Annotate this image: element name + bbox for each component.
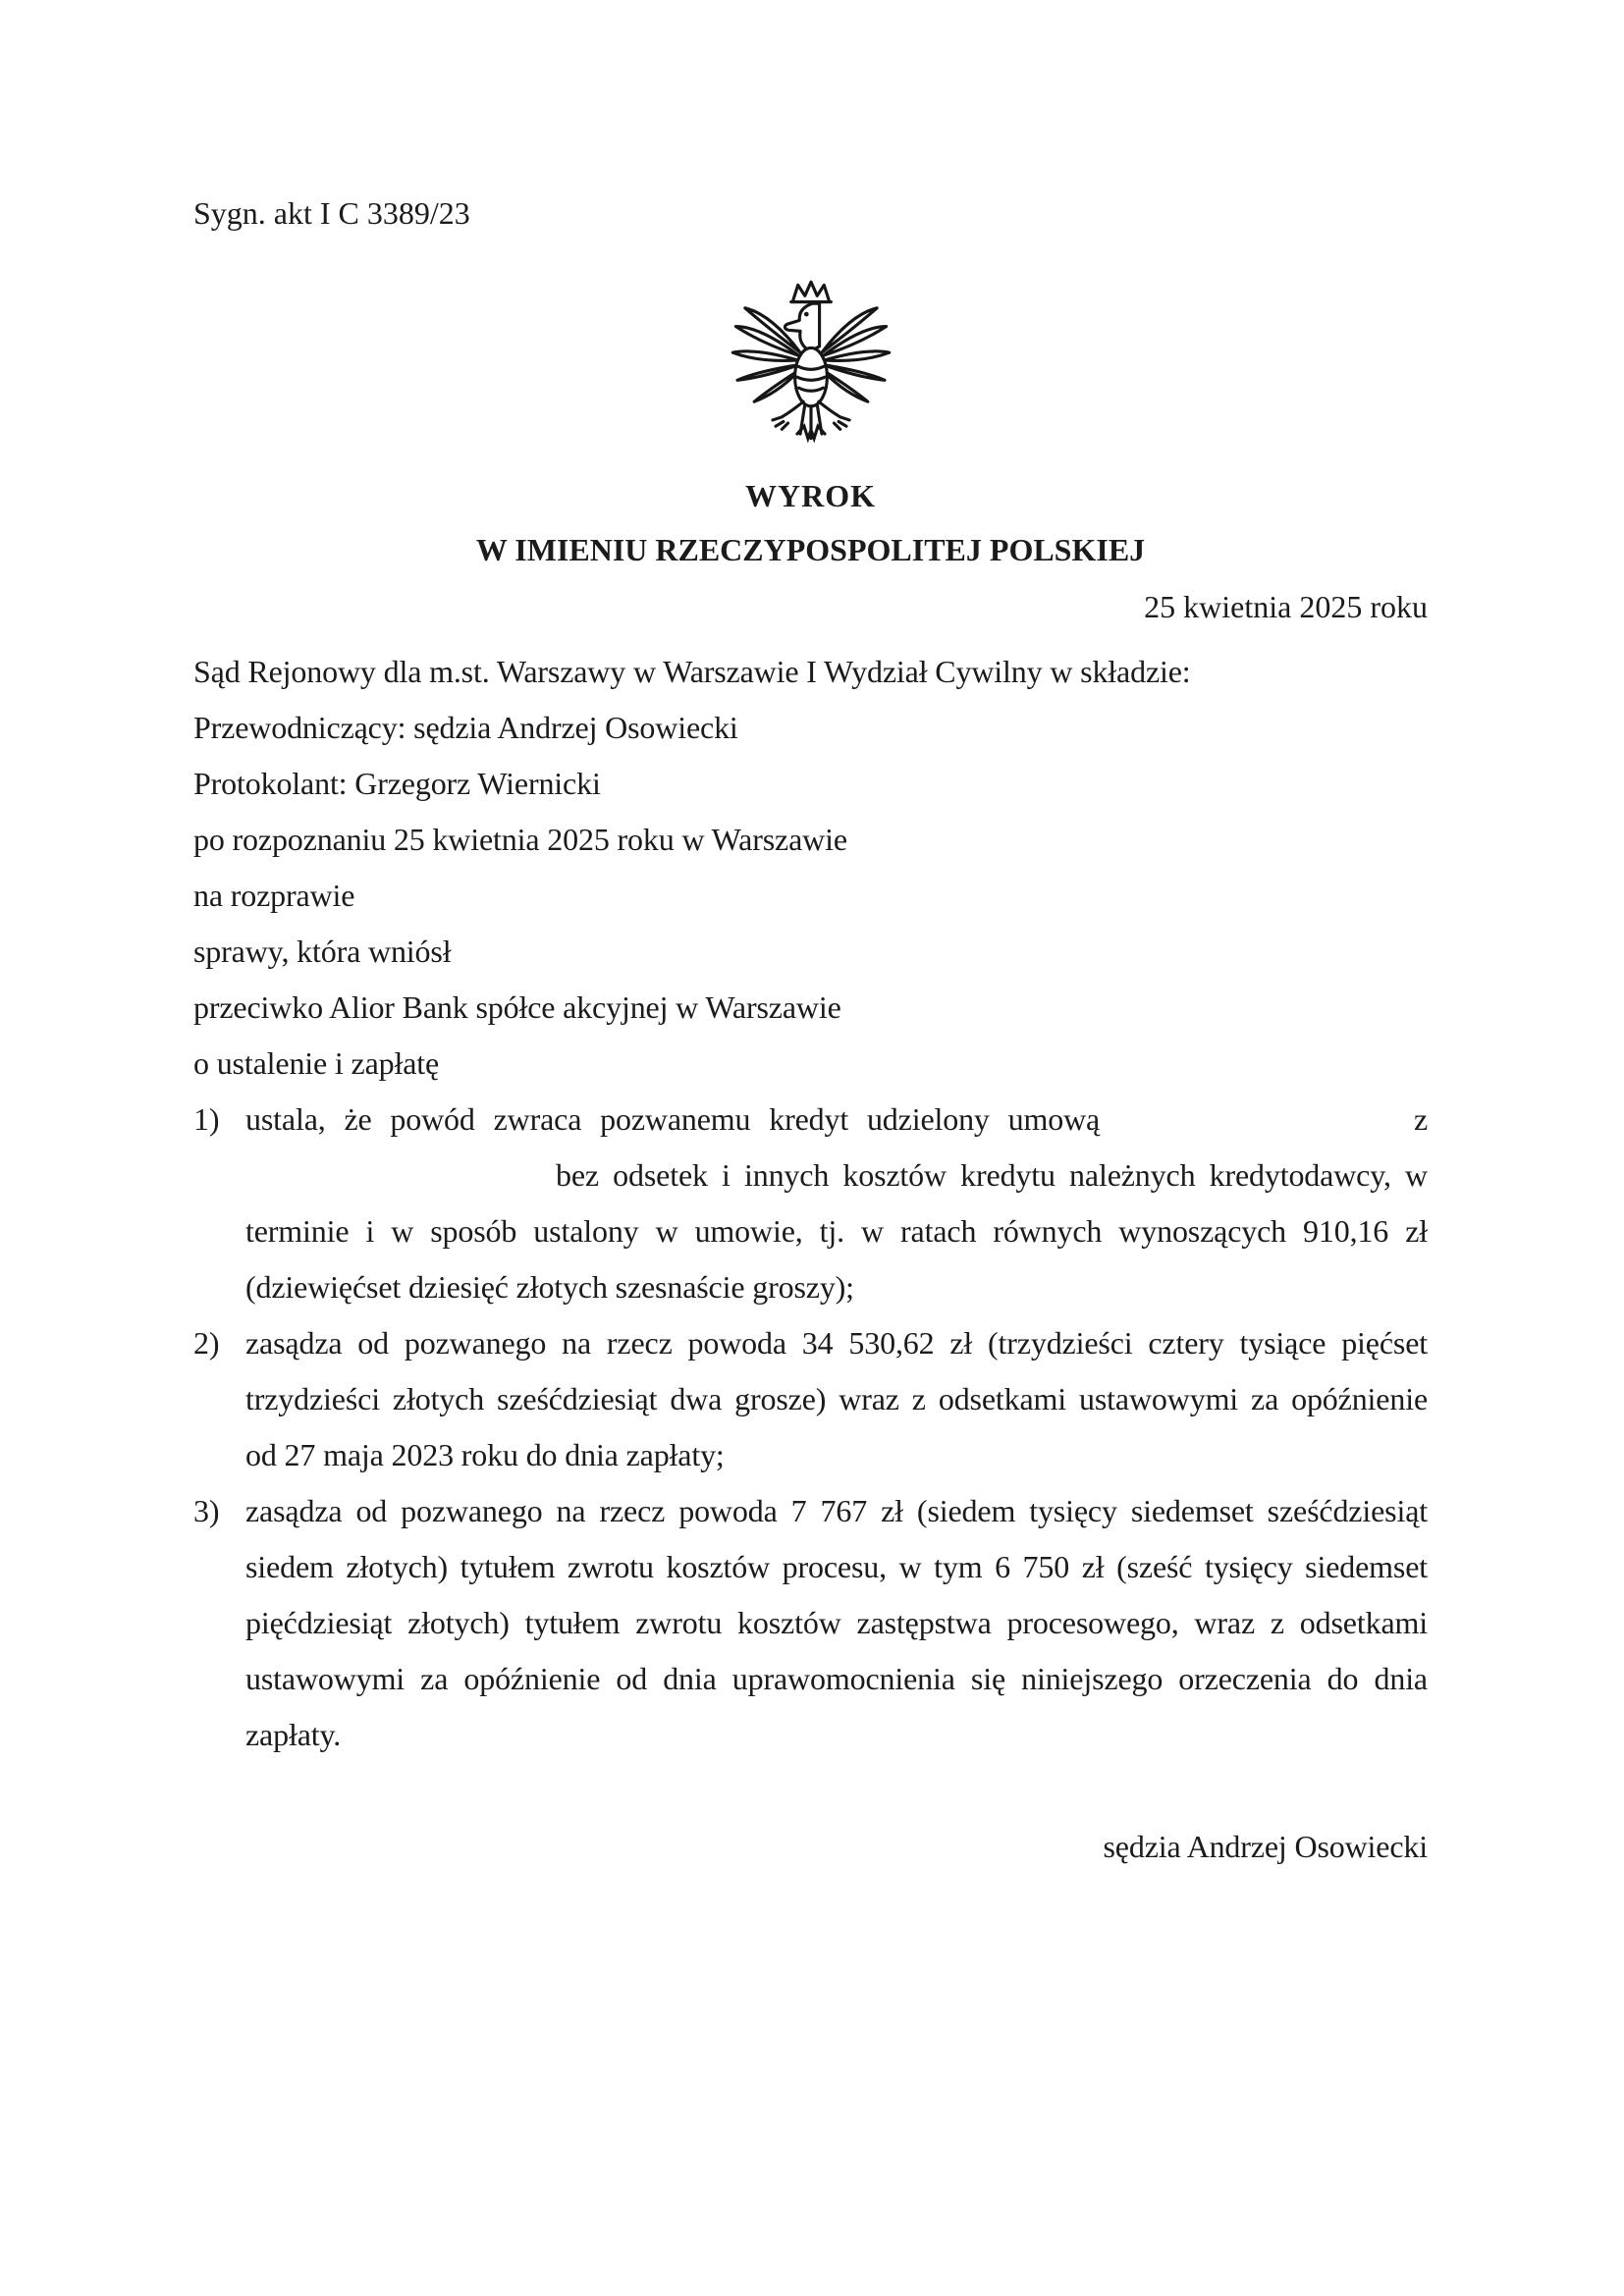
ruling-1-line-1-end: z — [1413, 1101, 1428, 1137]
ruling-3-line-4: ustawowymi za opóźnienie od dnia uprawomocnienia się niniejszego orzeczenia do dnia — [245, 1661, 1428, 1696]
judgment-date: 25 kwietnia 2025 roku — [1144, 589, 1428, 624]
ruling-2-line-2: trzydzieści złotych sześćdziesiąt dwa grosze) wraz z odsetkami ustawowymi za opóźnienie — [245, 1381, 1428, 1416]
ruling-item-2 — [193, 1315, 1428, 1483]
ruling-marker: 1) — [193, 1101, 220, 1137]
presiding-judge-line: Przewodniczący: sędzia Andrzej Osowiecki — [193, 710, 738, 745]
signature-spacer — [193, 1763, 1428, 1819]
judgment-title: WYROK — [745, 478, 876, 513]
ruling-1-line-4: (dziewięćset dziesięć złotych szesnaście groszy); — [245, 1269, 854, 1305]
case-number: Sygn. akt I C 3389/23 — [193, 195, 470, 231]
ruling-marker: 3) — [193, 1493, 220, 1528]
hearing-type-line: na rozprawie — [193, 878, 355, 913]
ruling-marker: 2) — [193, 1325, 220, 1361]
claim-subject-line: o ustalenie i zapłatę — [193, 1045, 440, 1081]
hearing-date-line: po rozpoznaniu 25 kwietnia 2025 roku w Warszawie — [193, 822, 847, 857]
ruling-3-line-2: siedem złotych) tytułem zwrotu kosztów procesu, w tym 6 750 zł (sześć tysięcy siedemset — [245, 1549, 1428, 1584]
national-emblem — [193, 276, 1428, 463]
judgment-subtitle: W IMIENIU RZECZYPOSPOLITEJ POLSKIEJ — [475, 532, 1146, 567]
ruling-1-line-1-text: ustala, że powód zwraca pozwanemu kredyt udzielony umową — [245, 1101, 1101, 1137]
ruling-item-1 — [193, 1092, 1428, 1315]
judge-signature: sędzia Andrzej Osowiecki — [1103, 1829, 1428, 1864]
judgment-body — [193, 644, 1428, 1875]
plaintiff-line: sprawy, która wniósł — [193, 934, 452, 969]
ruling-1-line-1 — [245, 1092, 1428, 1148]
ruling-3-line-3: pięćdziesiąt złotych) tytułem zwrotu kosztów zastępstwa procesowego, wraz z odsetkami — [245, 1605, 1428, 1640]
court-clerk-line: Protokolant: Grzegorz Wiernicki — [193, 766, 601, 801]
ruling-1-line-2: bez odsetek i innych kosztów kredytu należnych kredytodawcy, w — [556, 1157, 1428, 1193]
defendant-line: przeciwko Alior Bank spółce akcyjnej w Warszawie — [193, 989, 841, 1025]
ruling-3-line-1: zasądza od pozwanego na rzecz powoda 7 767 zł (siedem tysięcy siedemset sześćdziesiąt — [245, 1493, 1428, 1528]
court-composition-line: Sąd Rejonowy dla m.st. Warszawy w Warszawie I Wydział Cywilny w składzie: — [193, 654, 1191, 689]
polish-eagle-icon — [727, 276, 895, 458]
ruling-3-line-5: zapłaty. — [245, 1717, 342, 1752]
ruling-1-line-3: terminie i w sposób ustalony w umowie, tj. w ratach równych wynoszących 910,16 zł — [245, 1213, 1428, 1249]
ruling-item-3 — [193, 1483, 1428, 1763]
ruling-2-line-1: zasądza od pozwanego na rzecz powoda 34 530,62 zł (trzydzieści cztery tysiące pięćset — [245, 1325, 1428, 1361]
ruling-2-line-3: od 27 maja 2023 roku do dnia zapłaty; — [245, 1437, 725, 1472]
